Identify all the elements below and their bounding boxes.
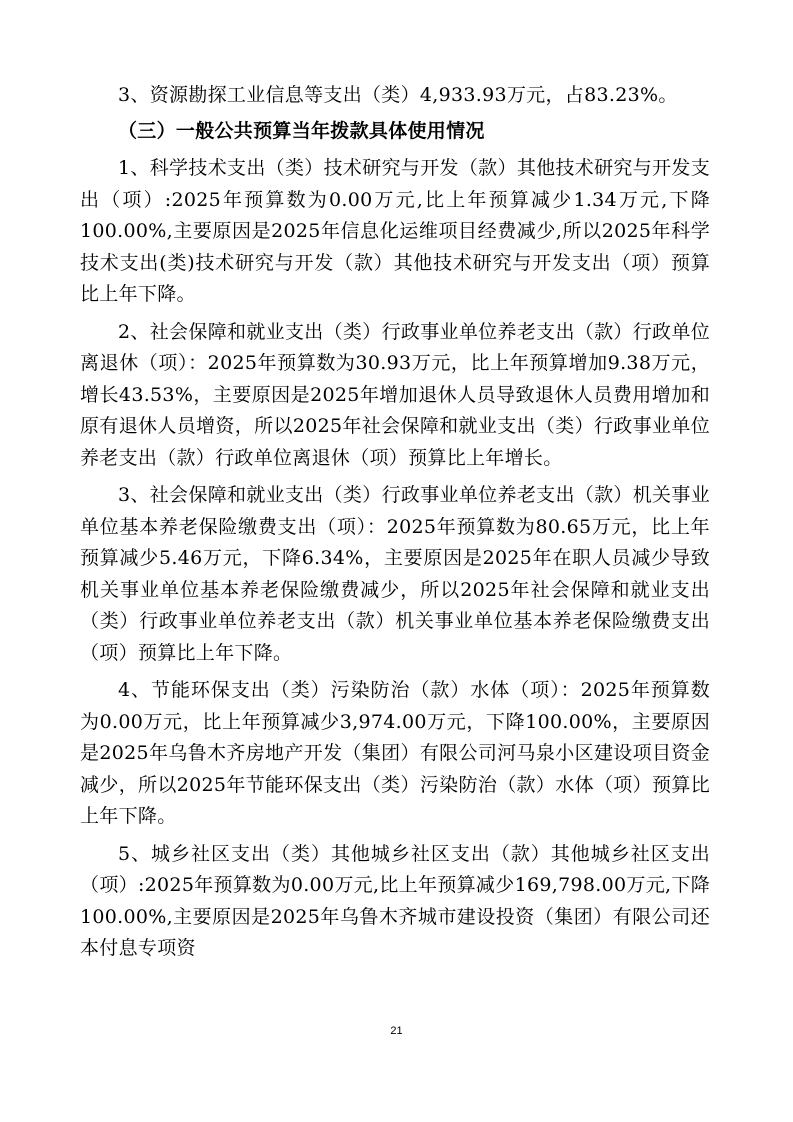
paragraph-item-3: 3、社会保障和就业支出（类）行政事业单位养老支出（款）机关事业单位基本养老保险缴费支出（项）：2025年预算数为80.65万元，比上年预算减少5.46万元，下降6.34%，主要原因是2025年在职人员减少导致机关事业单位基本养老保险缴费减少，所以2025年社会保障和就业支出（类）行政事业单位养老支出（款）机关事业单位基本养老保险缴费支出（项）预算比上年下降。 <box>80 484 710 664</box>
page-number: 21 <box>390 1025 403 1037</box>
paragraph-resource-exploration: 3、资源勘探工业信息等支出（类）4,933.93万元，占83.23%。 <box>118 84 678 106</box>
paragraph-item-5: 5、城乡社区支出（类）其他城乡社区支出（款）其他城乡社区支出（项）:2025年预算数为0.00万元,比上年预算减少169,798.00万元,下降100.00%,主要原因是2025年乌鲁木齐城市建设投资（集团）有限公司还本付息专项资 <box>80 842 710 959</box>
paragraph-item-2: 2、社会保障和就业支出（类）行政事业单位养老支出（款）行政单位离退休（项）：2025年预算数为30.93万元，比上年预算增加9.38万元，增长43.53%，主要原因是2025年增加退休人员导致退休人员费用增加和原有退休人员增资，所以2025年社会保障和就业支出（类）行政事业单位养老支出（款）行政单位离退休（项）预算比上年增长。 <box>80 320 710 469</box>
paragraph-item-4: 4、节能环保支出（类）污染防治（款）水体（项）：2025年预算数为0.00万元，比上年预算减少3,974.00万元，下降100.00%，主要原因是2025年乌鲁木齐房地产开发（集团）有限公司河马泉小区建设项目资金减少，所以2025年节能环保支出（类）污染防治（款）水体（项）预算比上年下降。 <box>80 679 710 827</box>
paragraph-item-1: 1、科学技术支出（类）技术研究与开发（款）其他技术研究与开发支出（项）:2025年预算数为0.00万元,比上年预算减少1.34万元,下降100.00%,主要原因是2025年信息化运维项目经费减少,所以2025年科学技术支出(类)技术研究与开发（款）其他技术研究与开发支出（项）预算比上年下降。 <box>80 157 710 305</box>
section-heading: （三）一般公共预算当年拨款具体使用情况 <box>118 119 485 142</box>
document-body <box>80 80 710 971</box>
